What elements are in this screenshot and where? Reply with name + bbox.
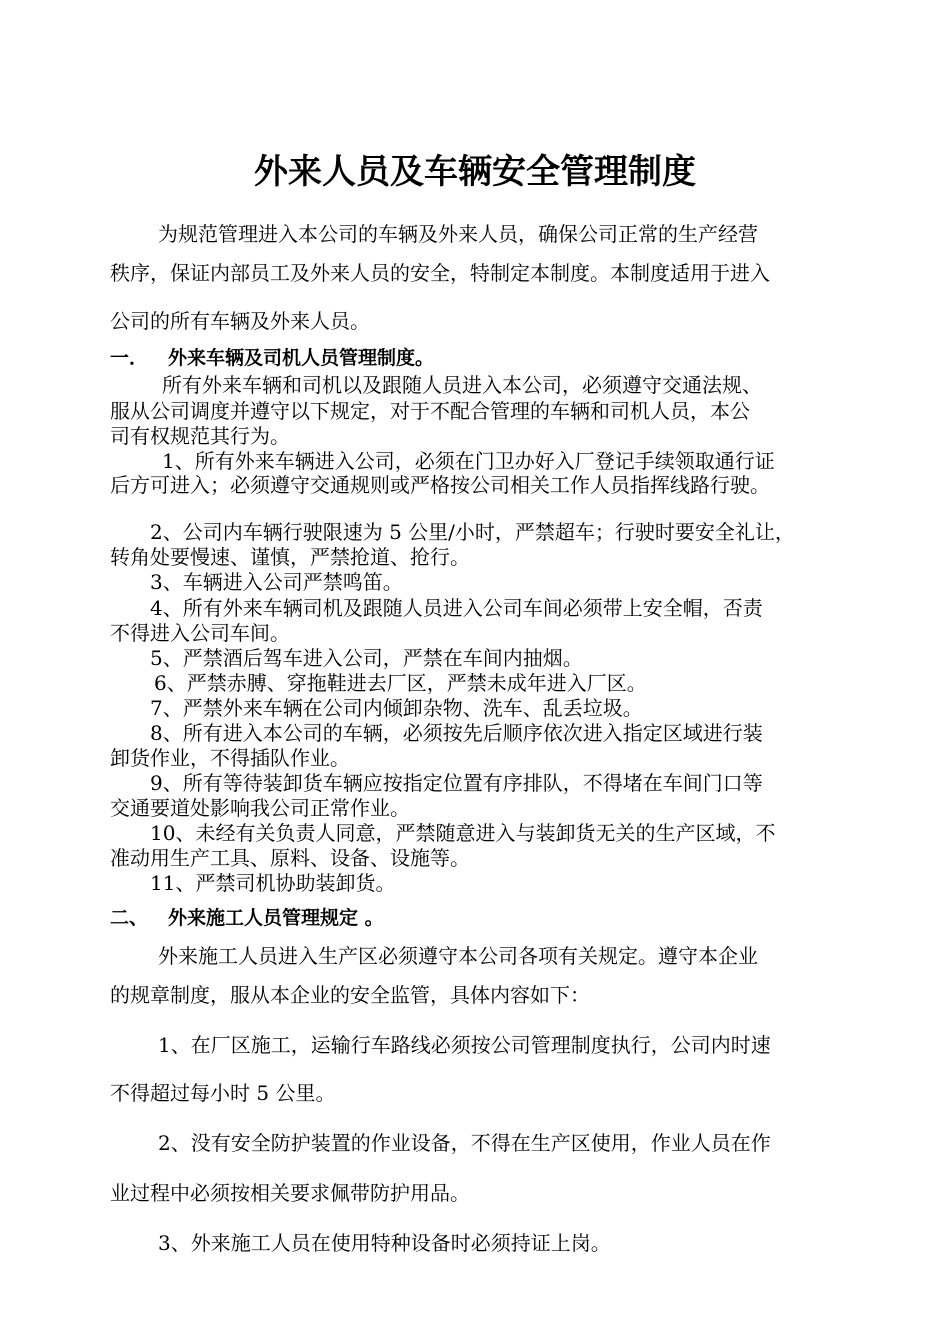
s1-line-5: 后方可进入；必须遵守交通规则或严格按公司相关工作人员指挥线路行驶。	[110, 473, 770, 497]
s1-line-2: 服从公司调度并遵守以下规定，对于不配合管理的车辆和司机人员，本公	[110, 399, 750, 423]
s1-line-1: 所有外来车辆和司机以及跟随人员进入本公司，必须遵守交通法规、	[162, 373, 762, 397]
s1-line-19: 准动用生产工具、原料、设备、设施等。	[110, 846, 470, 870]
s1-line-14: 8、所有进入本公司的车辆，必须按先后顺序依次进入指定区域进行装	[150, 721, 763, 745]
section-2-number: 二、	[110, 907, 149, 929]
s1-line-4: 1、所有外来车辆进入公司，必须在门卫办好入厂登记手续领取通行证	[162, 449, 775, 473]
section-2-heading-text: 外来施工人员管理规定 。	[168, 907, 384, 929]
s1-line-8: 3、车辆进入公司严禁鸣笛。	[150, 570, 403, 594]
s1-line-18: 10、未经有关负责人同意，严禁随意进入与装卸货无关的生产区域，不	[150, 821, 776, 845]
s1-line-15: 卸货作业，不得插队作业。	[110, 746, 350, 770]
s1-line-6: 2、公司内车辆行驶限速为 5 公里/小时，严禁超车；行驶时要安全礼让，	[150, 520, 795, 544]
s1-line-11: 5、严禁酒后驾车进入公司，严禁在车间内抽烟。	[150, 646, 583, 670]
section-2-heading	[110, 905, 900, 931]
s1-line-7: 转角处要慢速、谨慎，严禁抢道、抢行。	[110, 545, 470, 569]
document-title: 外来人员及车辆安全管理制度	[254, 152, 696, 192]
s2-line-4: 不得超过每小时 5 公里。	[110, 1081, 336, 1105]
s2-line-2: 的规章制度，服从本企业的安全监管，具体内容如下：	[110, 983, 590, 1007]
s1-line-12: 6、严禁赤膊、穿拖鞋进去厂区，严禁未成年进入厂区。	[154, 671, 647, 695]
s1-line-9: 4、所有外来车辆司机及跟随人员进入公司车间必须带上安全帽，否责	[150, 596, 763, 620]
s1-line-17: 交通要道处影响我公司正常作业。	[110, 796, 410, 820]
s2-line-7: 3、外来施工人员在使用特种设备时必须持证上岗。	[158, 1231, 611, 1255]
s2-line-3: 1、在厂区施工，运输行车路线必须按公司管理制度执行，公司内时速	[158, 1033, 771, 1057]
s2-line-1: 外来施工人员进入生产区必须遵守本公司各项有关规定。遵守本企业	[158, 944, 758, 968]
s1-line-13: 7、严禁外来车辆在公司内倾卸杂物、洗车、乱丢垃圾。	[150, 696, 643, 720]
s2-line-5: 2、没有安全防护装置的作业设备，不得在生产区使用，作业人员在作	[158, 1131, 771, 1155]
s2-line-6: 业过程中必须按相关要求佩带防护用品。	[110, 1181, 470, 1205]
intro-line-2: 秩序，保证内部员工及外来人员的安全，特制定本制度。本制度适用于进入	[110, 261, 770, 285]
s1-line-3: 司有权规范其行为。	[110, 424, 290, 448]
s1-line-20: 11、严禁司机协助装卸货。	[150, 871, 396, 895]
section-1-number: 一．	[110, 347, 149, 369]
section-1-heading	[110, 345, 900, 371]
intro-line-1: 为规范管理进入本公司的车辆及外来人员，确保公司正常的生产经营	[158, 222, 758, 246]
s1-line-16: 9、所有等待装卸货车辆应按指定位置有序排队，不得堵在车间门口等	[150, 771, 763, 795]
section-1-heading-text: 外来车辆及司机人员管理制度。	[168, 347, 435, 369]
s1-line-10: 不得进入公司车间。	[110, 621, 290, 645]
intro-line-3: 公司的所有车辆及外来人员。	[110, 309, 370, 333]
